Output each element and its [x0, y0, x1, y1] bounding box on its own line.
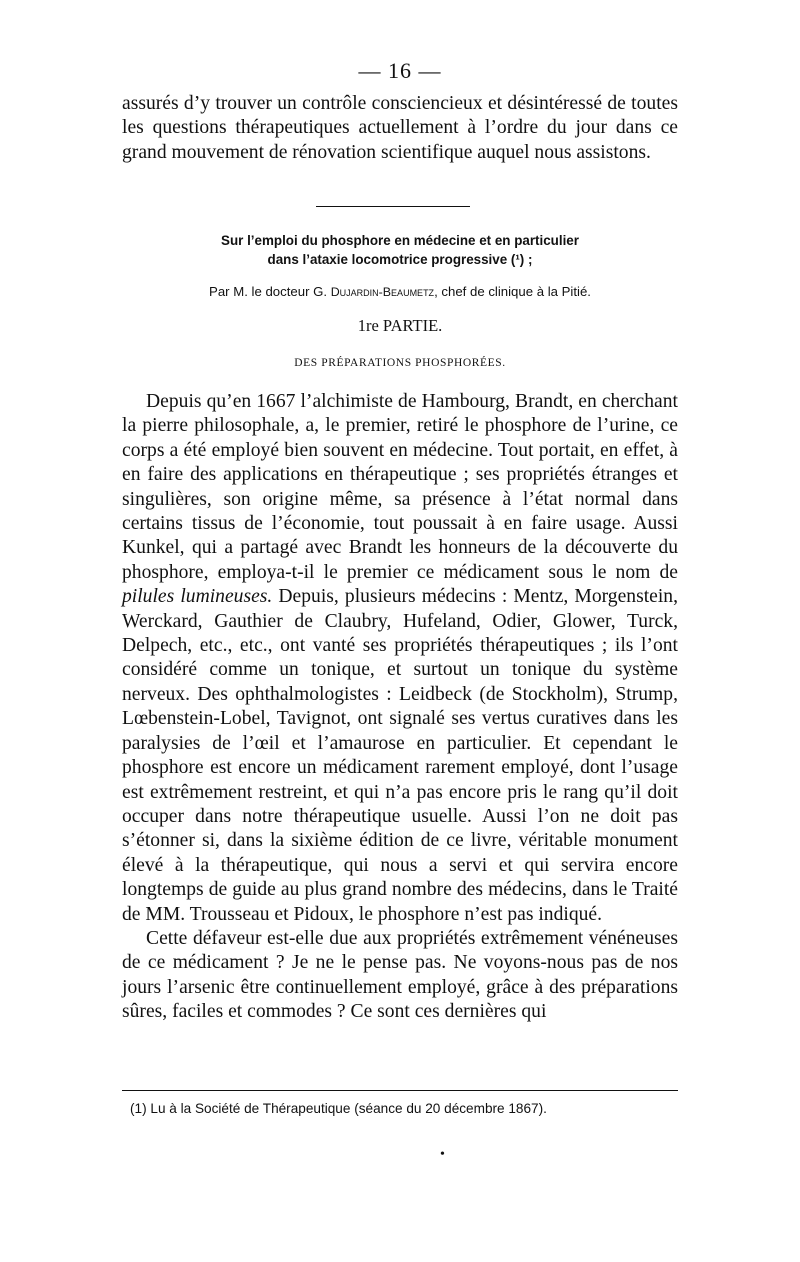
section-heading: DES PRÉPARATIONS PHOSPHORÉES.: [294, 357, 506, 369]
main-text: [122, 390, 678, 1025]
intro-paragraph-block: [122, 92, 678, 165]
footnote-divider: [122, 1090, 678, 1091]
paragraph-1: [122, 390, 678, 927]
intro-paragraph: assurés d’y trouver un contrôle consciencieux et désintéressé de toutes les questions thérapeutiques actuellement à l’ordre du jour dans ce grand mouvement de rénovation scientifique auquel nous assistons.: [122, 93, 678, 163]
footnote-marker: (1): [130, 1101, 147, 1116]
page-number: — 16 —: [358, 58, 442, 83]
section-divider: [316, 206, 470, 207]
article-title: [122, 232, 678, 269]
article-byline: [122, 284, 678, 300]
part-heading: 1re PARTIE.: [357, 316, 443, 335]
byline-suffix: , chef de clinique à la Pitié.: [434, 284, 591, 299]
article-title-line-1: Sur l’emploi du phosphore en médecine et en particulier: [221, 233, 579, 248]
footnote: [130, 1100, 678, 1118]
byline-author: Dujardin-Beaumetz: [330, 285, 435, 299]
paragraph-1-before-italic: Depuis qu’en 1667 l’alchimiste de Hambourg, Brandt, en cherchant la pierre philosophale, a, le premier, retiré le phosphore de l’urine, ce corps a été employé bien souvent en médecine. Tout portait, en effet, à en faire des applications en thérapeutique ; ses propriétés étranges et singulières, son origine même, sa présence à l’état normal dans certains tissus de l’économie, tout poussait à en faire usage. Aussi Kunkel, qui a partagé avec Brandt les honneurs de la découverte du phosphore, employa-t-il le premier ce médicament sous le nom de: [122, 391, 678, 583]
footnote-text: Lu à la Société de Thérapeutique (séance du 20 décembre 1867).: [146, 1101, 547, 1116]
article-title-line-2: dans l’ataxie locomotrice progressive (¹) ;: [267, 251, 533, 267]
paragraph-1-after-italic: Depuis, plusieurs médecins : Mentz, Morgenstein, Werckard, Gauthier de Claubry, Hufeland, Odier, Glower, Turck, Delpech, etc., etc., ont vanté ses propriétés thérapeutiques ; ils l’ont considéré comme un tonique, et surtout un tonique du système nerveux. Des ophthalmologistes : Leidbeck (de Stockholm), Strump, Lœbenstein-Lobel, Tavignot, ont signalé ses vertus curatives dans les paralysies de l’œil et l’amaurose en particulier. Et cependant le phosphore est encore un médicament rarement employé, dont l’usage est extrêmement restreint, et qui n’a pas encore pris le rang qu’il doit occuper dans notre thérapeutique usuelle. Aussi l’on ne doit pas s’étonner si, dans la sixième édition de ce livre, véritable monument élevé à la thérapeutique, qui nous a servi et qui servira encore longtemps de guide au plus grand nombre des médecins, dans le Traité de MM. Trousseau et Pidoux, le phosphore n’est pas indiqué.: [122, 586, 678, 925]
byline-prefix: Par M. le docteur G.: [209, 284, 331, 299]
paragraph-2: Cette défaveur est-elle due aux propriétés extrêmement vénéneuses de ce médicament ? Je ne le pense pas. Ne voyons-nous pas de nos jours l’arsenic être continuellement employé, grâce à des préparations sûres, faciles et commodes ? Ce sont ces dernières qui: [122, 927, 678, 1023]
paragraph-1-italic: pilules lumineuses.: [122, 586, 273, 608]
stray-mark: •: [440, 1147, 445, 1162]
